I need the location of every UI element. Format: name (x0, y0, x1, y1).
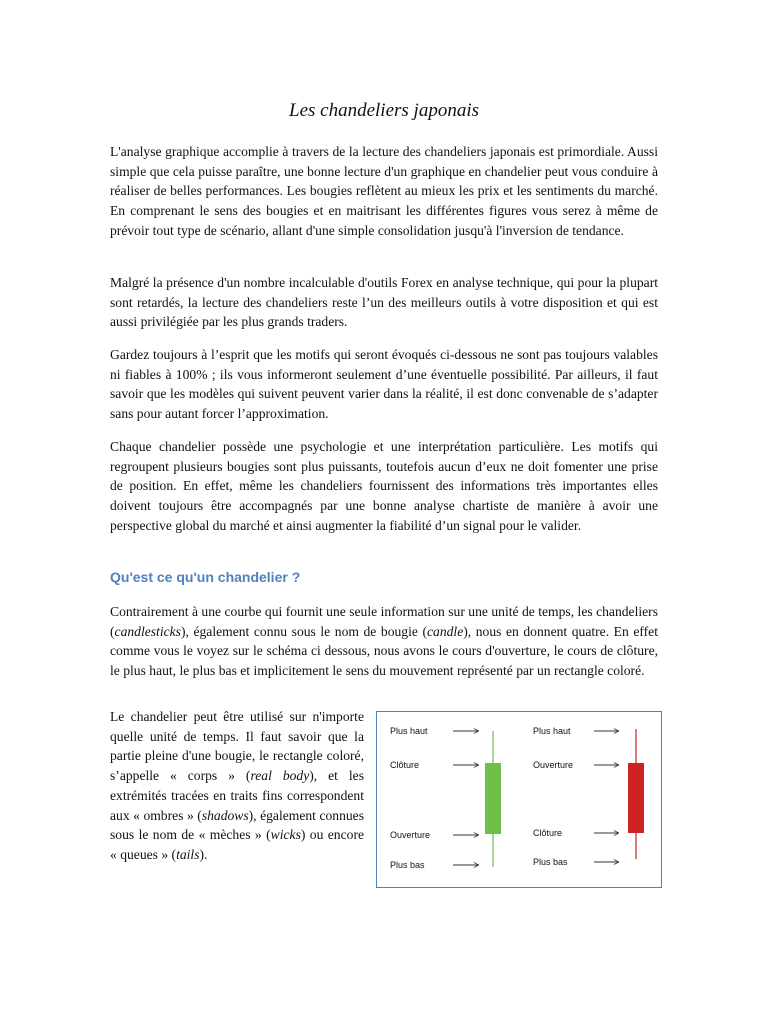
paragraph-definition (110, 602, 658, 681)
paragraph-outils: Malgré la présence d'un nombre incalculable d'outils Forex en analyse technique, qui pour la plupart sont retardés, la lecture des chandeliers reste l’un des meilleurs outils à votre disposition et qui est aussi privilégiée par les plus grands traders. (110, 275, 658, 330)
paragraph-body-shadows (110, 707, 364, 865)
label-bearish-ouverture: Ouverture (533, 760, 574, 770)
label-bullish-plus-haut: Plus haut (390, 726, 428, 736)
text-span: ). (199, 846, 208, 862)
label-bullish-cloture: Clôture (390, 760, 420, 770)
bullish-candle-body (485, 763, 501, 834)
text-span: ), également connu sous le nom de bougie ( (180, 623, 427, 639)
term-shadows: shadows (201, 807, 249, 823)
text-span: Le chandelier peut être utilisé sur n'importe quelle unité de temps. Il faut savoir que la partie pleine d'une bougie, le rectangle coloré, s’appelle « corps » ( (110, 709, 364, 784)
text-span: ) ou encore « queues » ( (110, 827, 364, 862)
bearish-candle-body (628, 763, 644, 833)
text-span: ), également connues sous le nom de « mèches » ( (110, 807, 364, 843)
paragraph-motifs: Gardez toujours à l’esprit que les motifs qui seront évoqués ci-dessous ne sont pas toujours valables ni fiables à 100% ; ils vous informeront seulement d’une éventuelle possibilité. Par ailleurs, il faut savoir que les modèles qui suivent peuvent varier dans la réalité, il est donc convenable de s’adapter sans pour autant forcer l’approximation. (110, 347, 658, 422)
candlestick-diagram (376, 711, 662, 888)
text-span: ), et les extrémités tracées en traits fins correspondent aux « ombres » ( (110, 768, 364, 823)
text-span: ), nous en donnent quatre. En effet comme vous le voyez sur le schéma ci dessous, nous avons le cours d'ouverture, le cours de clôture, le plus haut, le plus bas et implicitement le sens du mouvement représenté par un rectangle coloré. (110, 623, 658, 679)
document-title: Les chandeliers japonais (289, 100, 479, 121)
label-bullish-plus-bas: Plus bas (390, 860, 425, 870)
label-bearish-cloture: Clôture (533, 828, 563, 838)
term-wicks: wicks (270, 827, 301, 843)
term-real-body: real body (250, 768, 310, 784)
text-span: Contrairement à une courbe qui fournit une seule information sur une unité de temps, les chandeliers ( (110, 604, 658, 639)
term-candle: candle (427, 623, 464, 639)
term-candlesticks: candlesticks (114, 623, 181, 639)
paragraph-intro: L'analyse graphique accomplie à travers de la lecture des chandeliers japonais est primordiale. Aussi simple que cela puisse paraître, une bonne lecture d'un graphique en chandelier peut vous conduire à réaliser de belles performances. Les bougies reflètent au mieux les prix et les sentiments du marché. En comprenant le sens des bougies et en maitrisant les différentes figures vous serez à même de prévoir tout type de scénario, allant d'une simple consolidation jusqu'à l'inversion de tendance. (110, 144, 658, 238)
label-bullish-ouverture: Ouverture (390, 830, 431, 840)
label-bearish-plus-haut: Plus haut (533, 726, 571, 736)
paragraph-psychologie: Chaque chandelier possède une psychologie et une interprétation particulière. Les motifs qui regroupent plusieurs bougies sont plus puissants, toutefois aucun d’eux ne doit fomenter une prise de position. En effet, même les chandeliers fournissent des informations très importantes elles doivent toujours être accompagnés par une bonne analyse chartiste de manière à avoir une perspective global du marché et ainsi augmenter la fiabilité d’un signal pour le valider. (110, 439, 658, 533)
candlestick-diagram-svg (377, 712, 661, 887)
section-heading: Qu'est ce qu'un chandelier ? (110, 569, 301, 585)
term-tails: tails (176, 846, 200, 862)
label-bearish-plus-bas: Plus bas (533, 857, 568, 867)
